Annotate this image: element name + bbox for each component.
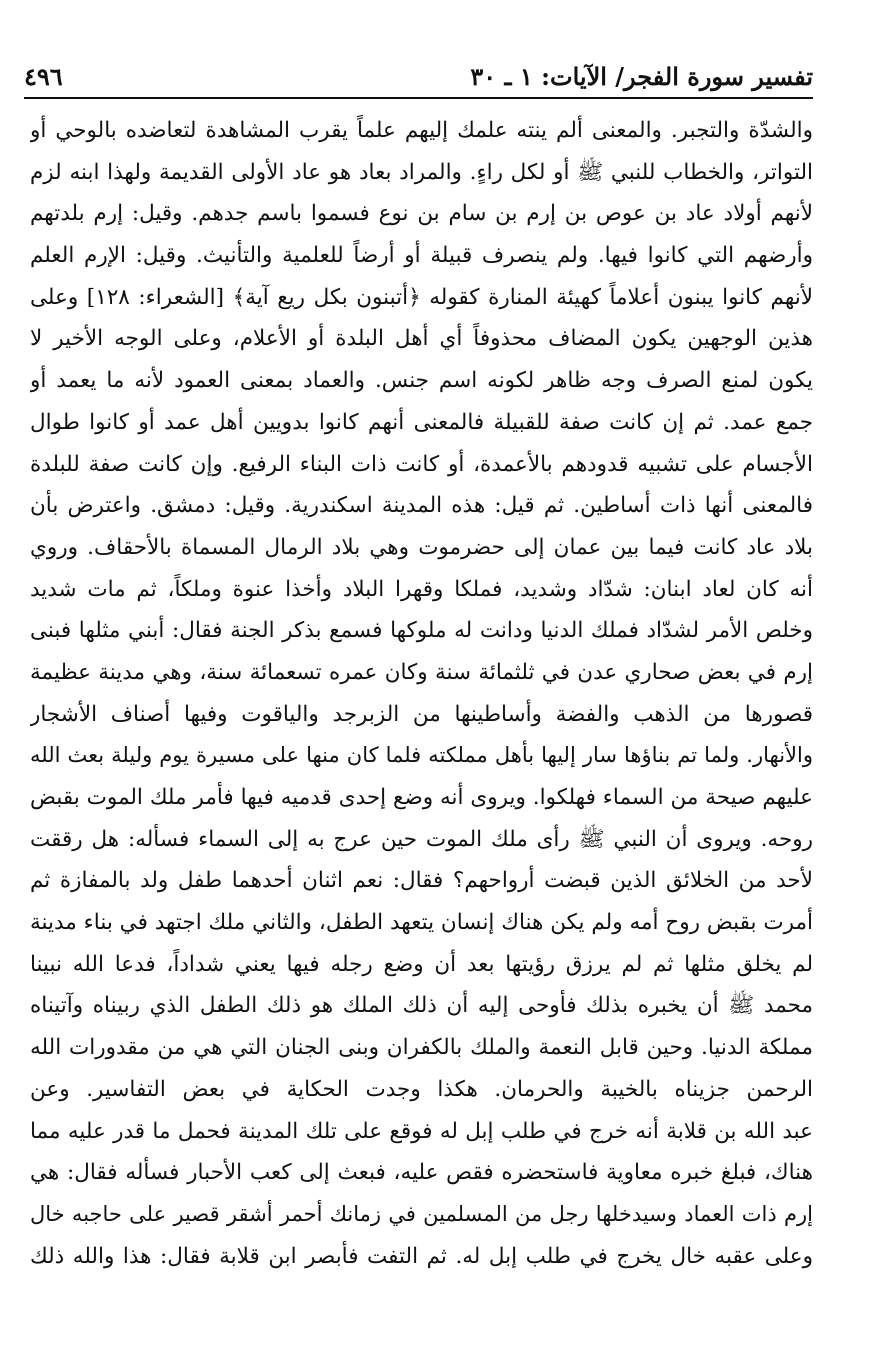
text-line: قصورها من الذهب والفضة وأساطينها من الزبرجد والياقوت وفيها أصناف الأشجار [30, 701, 813, 727]
text-line: إرم ذات العماد وسيدخلها رجل من المسلمين في زمانك أحمر أشقر قصير على حاجبه خال [30, 1201, 813, 1226]
text-line: إرم في بعض صحاري عدن في ثلثمائة سنة وكان عمره تسعمائة سنة، وهي مدينة عظيمة [30, 659, 813, 685]
text-line: عليهم صيحة من السماء فهلكوا. ويروى أنه وضع إحدى قدميه فيها فأمر ملك الموت بقبض [30, 785, 813, 810]
text-line: جمع عمد. ثم إن كانت صفة للقبيلة فالمعنى أنهم كانوا بدويين أهل عمد أو كانوا طوال [30, 409, 813, 435]
text-line: لأحد من الخلائق الذين قبضت أرواحهم؟ فقال: نعم اثنان أحدهما طفل ولد بالمفازة ثم [30, 868, 813, 894]
text-line: أنه كان لعاد ابنان: شدّاد وشديد، فملكا وقهرا البلاد وأخذا عنوة وملكاً، ثم مات شديد [30, 576, 813, 602]
text-line: والشدّة والتجبر. والمعنى ألم ينته علمك إليهم علماً يقرب المشاهدة لتعاضده بالوحي أو [30, 118, 813, 143]
body-text [30, 110, 813, 1277]
text-line: التواتر، والخطاب للنبي ﷺ أو لكل راءٍ. والمراد بعاد هو عاد الأولى القديمة ولهذا ابنه لزم [30, 159, 813, 185]
text-line: عبد الله بن قلابة أنه خرج في طلب إبل له فوقع على تلك المدينة فحمل ما قدر عليه مما [30, 1118, 813, 1144]
text-line: مملكة الدنيا. وحين قابل النعمة والملك بالكفران وبنى الجنان التي هي من مقدورات الله [30, 1035, 813, 1061]
text-line: فالمعنى أنها ذات أساطين. ثم قيل: هذه المدينة اسكندرية. وقيل: دمشق. واعترض بأن [30, 493, 813, 519]
header-title: تفسير سورة الفجر/ الآيات: ١ ـ ٣٠ [470, 62, 813, 91]
text-line: وأرضهم التي كانوا فيها. ولم ينصرف قبيلة أو أرضاً للعلمية والتأنيث. وقيل: الإرم العلم [30, 243, 813, 269]
text-line: لأنهم أولاد عاد بن عوص بن إرم بن سام بن نوع فسموا باسم جدهم. وقيل: إرم بلدتهم [30, 201, 813, 227]
text-line: وخلص الأمر لشدّاد فملك الدنيا ودانت له ملوكها فسمع بذكر الجنة فقال: أبني مثلها فبنى [30, 618, 813, 644]
text-line: لم يخلق مثلها ثم لم يرزق رؤيتها بعد أن وضع رجله فيها يعني شداداً، فدعا الله نبينا [30, 951, 813, 977]
text-line: يكون لمنع الصرف وجه ظاهر لكونه اسم جنس. والعماد بمعنى العمود لأنه ما يعمد أو [30, 368, 813, 394]
text-line: أمرت بقبض روح أمه ولم يكن هناك إنسان يتعهد الطفل، والثاني ملك اجتهد في بناء مدينة [30, 910, 813, 936]
header-divider [24, 97, 813, 99]
text-line: لأنهم كانوا يبنون أعلاماً كهيئة المنارة كقوله ﴿أتبنون بكل ريع آية﴾ [الشعراء: ١٢٨] وعلى [30, 284, 813, 310]
text-line: الأجسام على تشبيه قدودهم بالأعمدة، أو كانت ذات البناء الرفيع. وإن كانت صفة للبلدة [30, 451, 813, 477]
text-line: هذين الوجهين يكون المضاف محذوفاً أي أهل البلدة أو الأعلام، وعلى الوجه الأخير لا [30, 326, 813, 352]
text-line: وعلى عقبه خال يخرج في طلب إبل له. ثم التفت فأبصر ابن قلابة فقال: هذا والله ذلك [30, 1243, 813, 1269]
text-line: محمد ﷺ أن يخبره بذلك فأوحى إليه أن ذلك الملك هو ذلك الطفل الذي ربيناه وآتيناه [30, 993, 813, 1019]
text-line: الرحمن جزيناه بالخيبة والحرمان. هكذا وجدت الحكاية في بعض التفاسير. وعن [30, 1076, 813, 1102]
text-line: روحه. ويروى أن النبي ﷺ رأى ملك الموت حين عرج به إلى السماء فسأله: هل رققت [30, 826, 813, 852]
text-line: هناك، فبلغ خبره معاوية فاستحضره فقص عليه، فبعث إلى كعب الأحبار فسأله فقال: هي [30, 1160, 813, 1186]
running-header [24, 56, 813, 96]
text-line: والأنهار. ولما تم بناؤها سار إليها بأهل مملكته فلما كان منها على مسيرة يوم وليلة بعث الله [30, 743, 813, 768]
page-number: ٤٩٦ [24, 62, 63, 91]
text-line: بلاد عاد كانت فيما بين عمان إلى حضرموت وهي بلاد الرمال المسماة بالأحقاف. وروي [30, 534, 813, 560]
